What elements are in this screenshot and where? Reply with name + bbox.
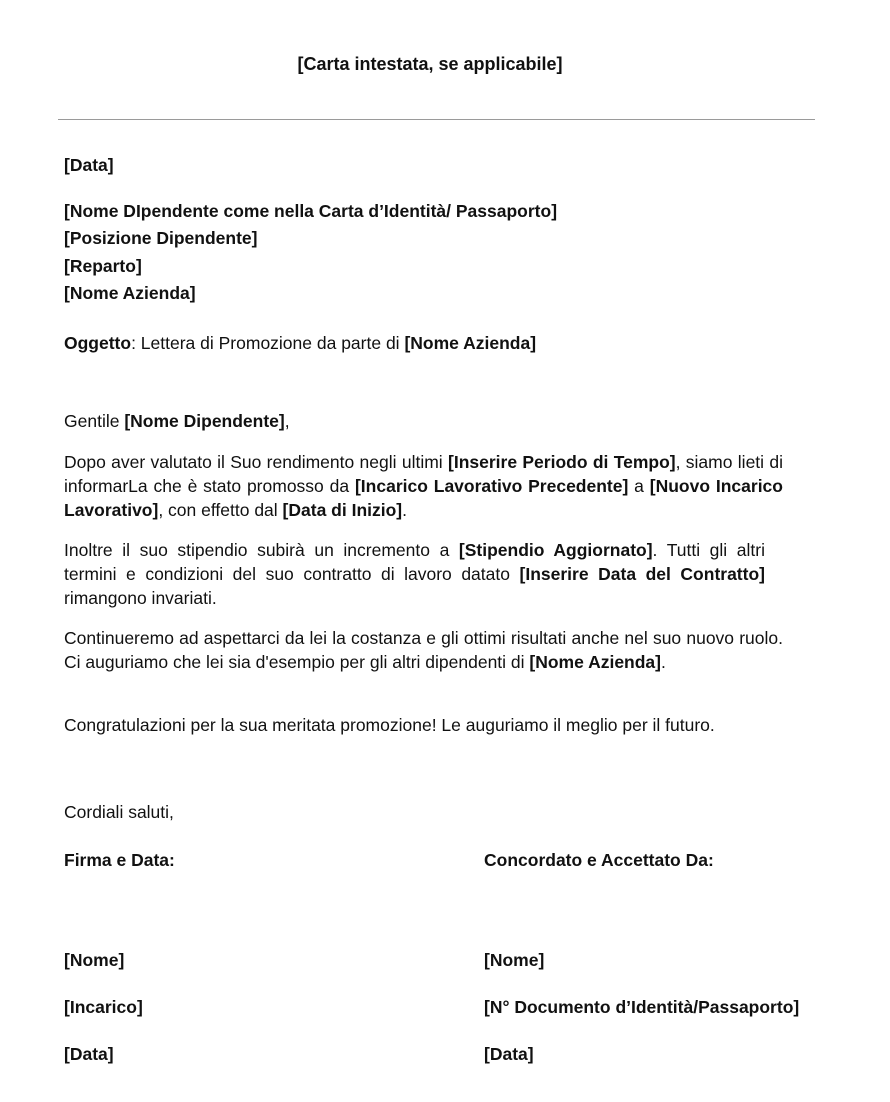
- p2-text-2: . Tutti gli altri termini e condizioni del suo contratto di lavoro datato: [64, 540, 765, 584]
- recipient-block: [64, 198, 783, 307]
- p2-text-3: rimangono invariati.: [64, 588, 217, 608]
- subject-line: [64, 331, 783, 355]
- p2-text-1: Inoltre il suo stipendio subirà un incremento a: [64, 540, 459, 560]
- greeting-salutation: Gentile: [64, 411, 125, 431]
- recipient-company: [Nome Azienda]: [64, 282, 196, 303]
- greeting: [64, 409, 783, 433]
- paragraph-salary: [64, 538, 765, 610]
- p1-previous-role: [Incarico Lavorativo Precedente]: [354, 476, 629, 496]
- signature-left-heading: Firma e Data:: [64, 850, 175, 870]
- paragraph-congratulations: Congratulazioni per la sua meritata promozione! Le auguriamo il meglio per il futuro.: [64, 715, 715, 735]
- p1-text-2: , siamo lieti di informarLa che è stato promosso da: [64, 452, 783, 496]
- recipient-position: [Posizione Dipendente]: [64, 228, 258, 249]
- signature-left-role: [Incarico]: [64, 997, 143, 1017]
- greeting-punct: ,: [284, 411, 290, 431]
- letter-date: [Data]: [64, 155, 114, 175]
- p1-text-5: .: [402, 500, 407, 520]
- subject-label: Oggetto: [64, 333, 132, 353]
- signature-right-date: [Data]: [484, 1044, 534, 1064]
- paragraph-expectations: [64, 626, 783, 674]
- signature-left-date: [Data]: [64, 1044, 114, 1064]
- signature-left-name: [Nome]: [64, 950, 125, 970]
- signature-right-heading: Concordato e Accettato Da:: [484, 850, 714, 870]
- recipient-name: [Nome DIpendente come nella Carta d’Identità/ Passaporto]: [64, 201, 558, 221]
- signature-right-name: [Nome]: [484, 950, 545, 970]
- letterhead: [Carta intestata, se applicabile]: [297, 54, 563, 74]
- p2-salary: [Stipendio Aggiornato]: [458, 540, 653, 560]
- p1-text-1: Dopo aver valutato il Suo rendimento negli ultimi: [64, 452, 448, 472]
- signature-right-document: [N° Documento d’Identità/Passaporto]: [484, 997, 800, 1017]
- paragraph-promotion: [64, 450, 783, 522]
- recipient-department: [Reparto]: [64, 255, 142, 276]
- greeting-name: [Nome Dipendente]: [124, 411, 285, 431]
- p2-contract-date: [Inserire Data del Contratto]: [519, 564, 765, 584]
- header-divider: [58, 119, 815, 120]
- subject-company: [Nome Azienda]: [404, 333, 537, 353]
- p3-company: [Nome Azienda]: [529, 652, 661, 672]
- p1-new-role: [Nuovo Incarico Lavorativo]: [64, 476, 783, 520]
- p1-text-4: , con effetto dal: [158, 500, 283, 520]
- p1-text-3: a: [628, 476, 650, 496]
- p1-start-date: [Data di Inizio]: [282, 500, 403, 520]
- p3-text-1: Continueremo ad aspettarci da lei la costanza e gli ottimi risultati anche nel suo nuovo ruolo. Ci auguriamo che lei sia d'esempio per gli altri dipendenti di: [64, 628, 783, 672]
- p3-text-2: .: [661, 652, 666, 672]
- p1-period: [Inserire Periodo di Tempo]: [448, 452, 676, 472]
- closing: Cordiali saluti,: [64, 802, 174, 822]
- subject-text: : Lettera di Promozione da parte di: [131, 333, 405, 353]
